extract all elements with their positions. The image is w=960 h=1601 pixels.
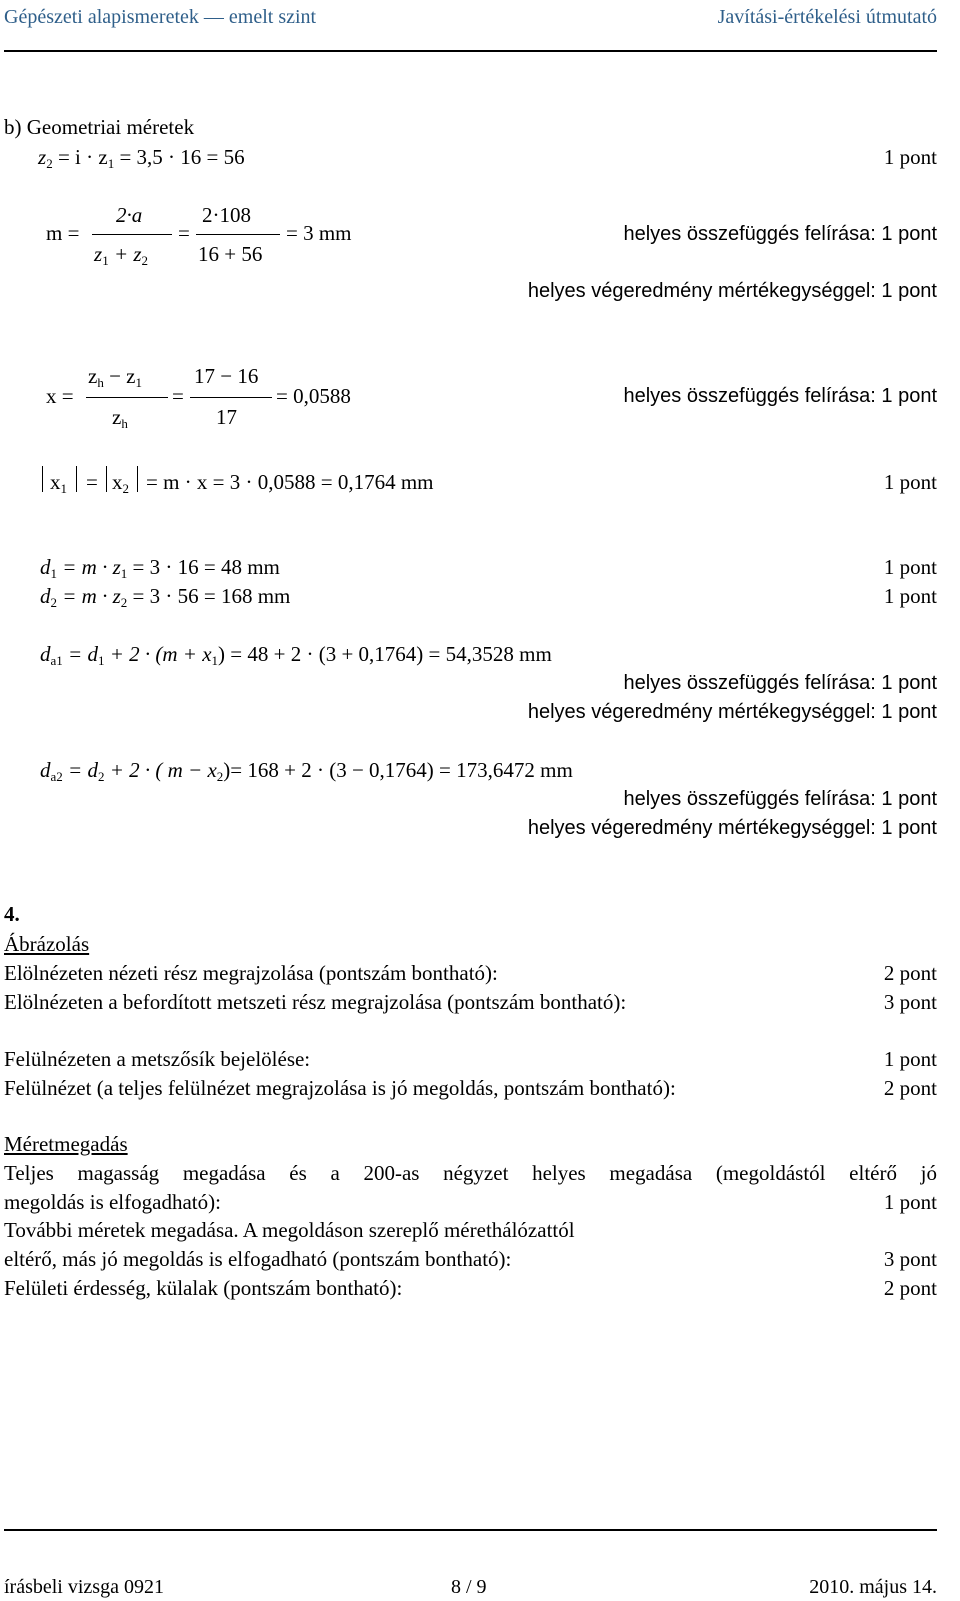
x-lhs: x =	[46, 384, 74, 408]
m-lhs: m =	[46, 221, 80, 245]
section-b-title: b) Geometriai méretek	[4, 115, 195, 139]
meretmegadas-title: Méretmegadás	[4, 1132, 128, 1156]
abrazolas-item-2: Elölnézeten a befordított metszeti rész megrajzolása (pontszám bontható):	[4, 990, 627, 1014]
m-result: = 3 mm	[286, 221, 352, 245]
meretmegadas-line-4-points: 3 pont	[883, 1247, 937, 1271]
abrazolas-item-4: Felülnézet (a teljes felülnézet megrajzolása is jó megoldás, pontszám bontható):	[4, 1076, 676, 1100]
m-result-points: helyes végeredmény mértékegységgel: 1 pont	[527, 280, 937, 302]
x-fraction-bar-1	[86, 397, 168, 398]
header-subtitle: Javítási-értékelési útmutató	[717, 6, 937, 28]
x-eq-1: =	[172, 384, 184, 408]
meretmegadas-line-4: eltérő, más jó megoldás is elfogadható (pontszám bontható):	[4, 1247, 512, 1271]
abs-bar	[137, 466, 138, 492]
m-fraction-bar-1	[92, 234, 172, 235]
da1-equation: $d_{a1} = d_1 + 2 \cdot (m + x_1) = 48 + 2 \cdot (3 + 0,1764) = 54,3528$ mm	[40, 642, 552, 668]
da1-formula-points: helyes összefüggés felírása: 1 pont	[623, 672, 937, 694]
z2-points: 1 pont	[883, 145, 937, 169]
abrazolas-item-2-points: 3 pont	[883, 990, 937, 1014]
d2-points: 1 pont	[883, 584, 937, 608]
m-den1: $z_1 + z_2$	[94, 242, 149, 268]
abrazolas-item-3: Felülnézeten a metszősík bejelölése:	[4, 1047, 311, 1071]
m-num1: 2·a	[116, 203, 143, 227]
m-eq-1: =	[178, 221, 190, 245]
footer-page: 8 / 9	[451, 1576, 487, 1598]
meretmegadas-line-1: Teljes magasság megadása és a 200-as négyzet helyes megadása (megoldástól eltérő jó	[4, 1161, 937, 1185]
m-num2: 2·108	[202, 203, 251, 227]
x-result: = 0,0588	[276, 384, 351, 408]
abs-x2: $x_2$	[112, 470, 129, 496]
d1-points: 1 pont	[883, 555, 937, 579]
x-fraction-bar-2	[190, 397, 272, 398]
m-fraction-bar-2	[196, 234, 280, 235]
abrazolas-item-1-points: 2 pont	[883, 961, 937, 985]
footer-rule	[4, 1529, 937, 1531]
abs-bar	[106, 466, 107, 492]
d1-equation: $d_1 = m \cdot z_1 = 3 \cdot 16 = 48$ mm	[40, 555, 280, 581]
meretmegadas-line-2-points: 1 pont	[883, 1190, 937, 1214]
m-den2: 16 + 56	[198, 242, 263, 266]
x-den2: 17	[216, 405, 237, 429]
x-den1: $z_h$	[112, 405, 128, 431]
abrazolas-item-3-points: 1 pont	[883, 1047, 937, 1071]
x-num1: $z_h - z_1$	[88, 364, 142, 390]
section-4-number: 4.	[4, 902, 20, 926]
da1-result-points: helyes végeredmény mértékegységgel: 1 pont	[527, 701, 937, 723]
abs-eq: =	[86, 470, 98, 494]
abs-points: 1 pont	[883, 470, 937, 494]
footer-date: 2010. május 14.	[809, 1576, 937, 1598]
z2-equation: $z_2 = i \cdot z_1 = 3,5 \cdot 16 = 56$	[38, 145, 245, 171]
abs-bar	[42, 466, 43, 492]
abs-x1: $x_1$	[50, 470, 67, 496]
x-num2: 17 − 16	[194, 364, 259, 388]
abs-bar	[76, 466, 77, 492]
meretmegadas-line-5-points: 2 pont	[883, 1276, 937, 1300]
da2-formula-points: helyes összefüggés felírása: 1 pont	[623, 788, 937, 810]
x-formula-points: helyes összefüggés felírása: 1 pont	[623, 385, 937, 407]
d2-equation: $d_2 = m \cdot z_2 = 3 \cdot 56 = 168$ mm	[40, 584, 291, 610]
header-rule	[4, 50, 937, 52]
abrazolas-title: Ábrázolás	[4, 932, 90, 956]
footer-left: írásbeli vizsga 0921	[4, 1576, 164, 1598]
header-title: Gépészeti alapismeretek — emelt szint	[4, 6, 317, 28]
meretmegadas-line-5: Felületi érdesség, külalak (pontszám bontható):	[4, 1276, 403, 1300]
meretmegadas-line-2: megoldás is elfogadható):	[4, 1190, 221, 1214]
abs-rest: = m · x = 3 · 0,0588 = 0,1764 mm	[146, 470, 434, 494]
m-formula-points: helyes összefüggés felírása: 1 pont	[623, 223, 937, 245]
abrazolas-item-1: Elölnézeten nézeti rész megrajzolása (pontszám bontható):	[4, 961, 498, 985]
abrazolas-item-4-points: 2 pont	[883, 1076, 937, 1100]
meretmegadas-line-3: További méretek megadása. A megoldáson szereplő mérethálózattól	[4, 1218, 575, 1242]
da2-equation: $d_{a2} = d_2 + 2$ · ( $m - x_2)= 168 + 2 \cdot (3 - 0,1764) = 173,6472$ mm	[40, 758, 573, 784]
da2-result-points: helyes végeredmény mértékegységgel: 1 pont	[527, 817, 937, 839]
